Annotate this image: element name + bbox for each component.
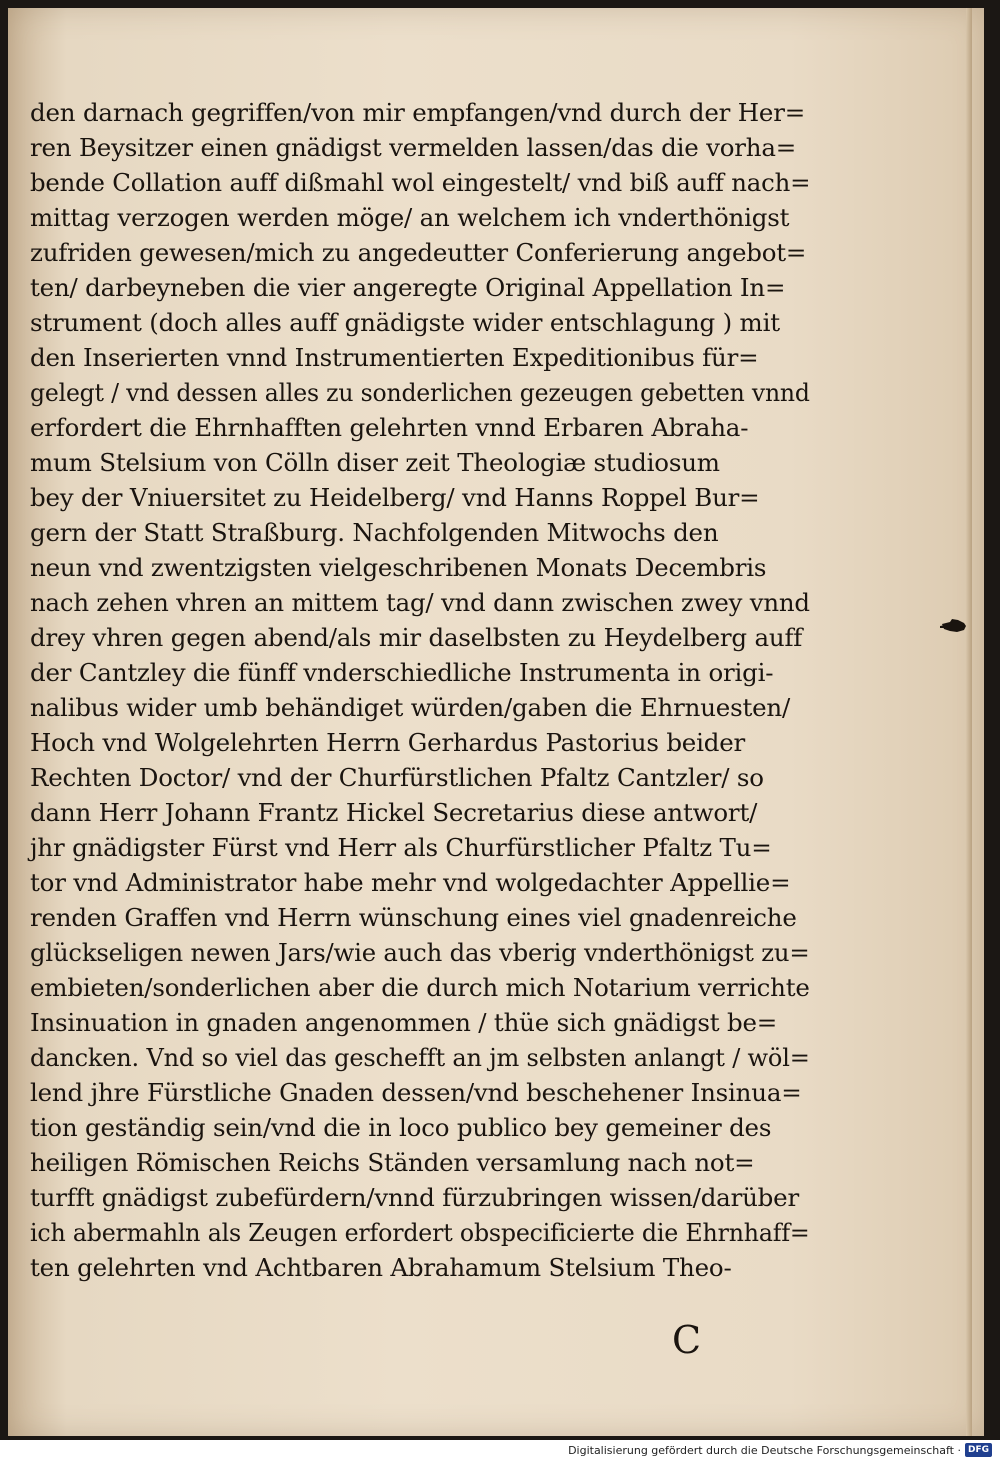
text-line: zufriden gewesen/mich zu angedeutter Conferierung angebot= [30, 238, 807, 267]
footer-credit: Digitalisierung gefördert durch die Deutsche Forschungsgemeinschaft · [568, 1443, 961, 1457]
text-line: heiligen Römischen Reichs Ständen versamlung nach not= [30, 1148, 755, 1177]
pointing-hand-icon [940, 615, 968, 637]
dfg-logo[interactable]: DFG [965, 1443, 992, 1457]
text-line: den Inserierten vnnd Instrumentierten Expeditionibus für= [30, 343, 759, 372]
text-line: ten/ darbeyneben die vier angeregte Original Appellation In= [30, 273, 786, 302]
text-line: ren Beysitzer einen gnädigst vermelden lassen/das die vorha= [30, 133, 797, 162]
text-line: bey der Vniuersitet zu Heidelberg/ vnd Hanns Roppel Bur= [30, 483, 760, 512]
text-line: bende Collation auff dißmahl wol eingestelt/ vnd biß auff nach= [30, 168, 811, 197]
text-line: strument (doch alles auff gnädigste wider entschlagung ) mit [30, 308, 780, 337]
text-line: ten gelehrten vnd Achtbaren Abrahamum Stelsium Theo- [30, 1253, 732, 1282]
text-line: tor vnd Administrator habe mehr vnd wolgedachter Appellie= [30, 868, 791, 897]
signature-mark: C [672, 1318, 702, 1362]
text-line: dann Herr Johann Frantz Hickel Secretarius diese antwort/ [30, 798, 758, 827]
text-line: erfordert die Ehrnhafften gelehrten vnnd Erbaren Abraha- [30, 413, 749, 442]
text-line: Insinuation in gnaden angenommen / thüe sich gnädigst be= [30, 1008, 778, 1037]
text-line: turfft gnädigst zubefürdern/vnnd fürzubringen wissen/darüber [30, 1183, 799, 1212]
text-line: renden Graffen vnd Herrn wünschung eines viel gnadenreiche [30, 903, 797, 932]
body-text [30, 95, 810, 1285]
text-line: ich abermahln als Zeugen erfordert obspecificierte die Ehrnhaff= [30, 1218, 810, 1247]
text-line: Rechten Doctor/ vnd der Churfürstlichen Pfaltz Cantzler/ so [30, 763, 764, 792]
text-line: gelegt / vnd dessen alles zu sonderlichen gezeugen gebetten vnnd [30, 378, 810, 407]
text-line: neun vnd zwentzigsten vielgeschribenen Monats Decembris [30, 553, 767, 582]
text-line: tion geständig sein/vnd die in loco publico bey gemeiner des [30, 1113, 772, 1142]
text-line: der Cantzley die fünff vnderschiedliche Instrumenta in origi- [30, 658, 774, 687]
text-line: jhr gnädigster Fürst vnd Herr als Churfürstlicher Pfaltz Tu= [30, 833, 772, 862]
text-line: lend jhre Fürstliche Gnaden dessen/vnd beschehener Insinua= [30, 1078, 802, 1107]
text-line: dancken. Vnd so viel das geschefft an jm selbsten anlangt / wöl= [30, 1043, 810, 1072]
text-line: den darnach gegriffen/von mir empfangen/vnd durch der Her= [30, 98, 806, 127]
footer [0, 1440, 1000, 1460]
text-line: glückseligen newen Jars/wie auch das vberig vnderthönigst zu= [30, 938, 810, 967]
text-line: nalibus wider umb behändiget würden/gaben die Ehrnuesten/ [30, 693, 791, 722]
text-line: Hoch vnd Wolgelehrten Herrn Gerhardus Pastorius beider [30, 728, 746, 757]
text-line: gern der Statt Straßburg. Nachfolgenden Mitwochs den [30, 518, 719, 547]
text-line: mittag verzogen werden möge/ an welchem ich vnderthönigst [30, 203, 790, 232]
text-line: mum Stelsium von Cölln diser zeit Theologiæ studiosum [30, 448, 720, 477]
text-line: drey vhren gegen abend/als mir daselbsten zu Heydelberg auff [30, 623, 803, 652]
text-line: embieten/sonderlichen aber die durch mich Notarium verrichte [30, 973, 810, 1002]
page-edge [966, 8, 972, 1436]
text-line: nach zehen vhren an mittem tag/ vnd dann zwischen zwey vnnd [30, 588, 810, 617]
